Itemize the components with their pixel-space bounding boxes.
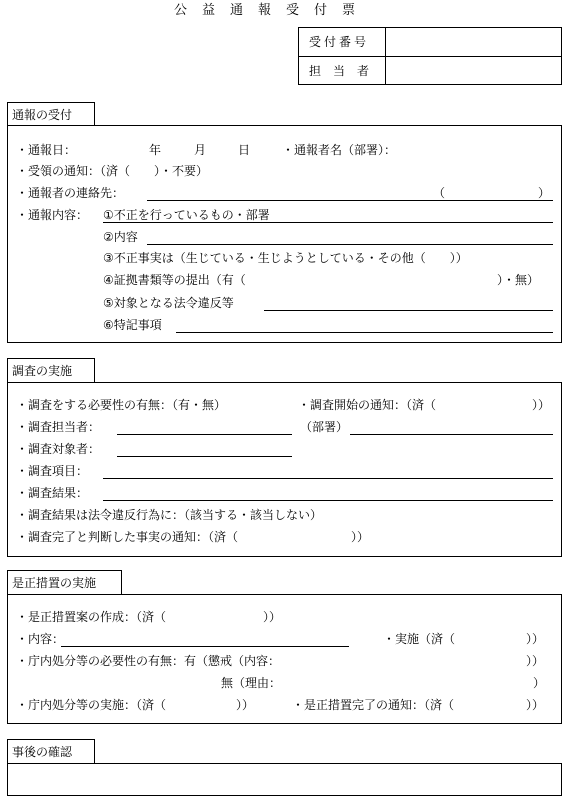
investigation-items-label: ・調査項目：: [16, 464, 89, 478]
contact-paren-close: ）: [538, 186, 551, 200]
report-item-1: ①不正を行っているもの・部署: [103, 208, 270, 222]
investigation-results-line[interactable]: [103, 500, 553, 501]
report-date-year: 年: [149, 143, 162, 157]
report-item-5: ⑤対象となる法令違反等: [103, 296, 234, 310]
reception-person-field[interactable]: [387, 57, 561, 84]
report-item-1-line[interactable]: [103, 222, 553, 223]
contact-field-line[interactable]: [147, 200, 553, 201]
report-item-6-line[interactable]: [176, 332, 553, 333]
report-date-month: 月: [194, 143, 207, 157]
report-item-4-close: ）・無）: [497, 273, 540, 287]
receipt-notice: ・受領の通知：（済（ ）・不要）: [16, 164, 209, 178]
investigation-necessity: ・調査をする必要性の有無：（有・無）: [16, 398, 227, 412]
reception-person-label: 担 当 者: [309, 64, 370, 78]
report-item-4-open: ④証拠書類等の提出（有（: [103, 273, 246, 287]
correction-implement-close: ））: [526, 632, 545, 646]
report-item-5-line[interactable]: [264, 310, 553, 311]
investigation-subject-label: ・調査対象者：: [16, 442, 101, 456]
disposition-implementation-close: ））: [236, 698, 255, 712]
investigation-start-notice: ・調査開始の通知：（済（: [298, 398, 437, 412]
correction-plan: ・是正措置案の作成：（済（: [16, 610, 167, 624]
report-item-6: ⑥特記事項: [103, 318, 162, 332]
correction-content-line[interactable]: [61, 646, 349, 647]
investigation-violation: ・調査結果は法令違反行為に：（該当する・該当しない）: [16, 508, 323, 522]
investigation-completion-notice: ・調査完了と判断した事実の通知：（済（: [16, 530, 239, 544]
report-item-3: ③不正事実は（生じている・生じようとしている・その他（ ））: [103, 251, 468, 265]
reception-number-field[interactable]: [387, 28, 561, 55]
correction-content-label: ・内容：: [16, 632, 65, 646]
investigation-start-notice-close: ））: [532, 398, 551, 412]
section-heading-reception-text: 通報の受付: [12, 108, 73, 122]
section-heading-correction-text: 是正措置の実施: [12, 576, 97, 590]
contact-label: ・通報者の連絡先：: [16, 186, 125, 200]
section-box-followup[interactable]: [7, 763, 562, 796]
disposition-none-reason-close: ）: [533, 676, 546, 690]
investigator-dept-line[interactable]: [350, 434, 553, 435]
investigation-subject-line[interactable]: [117, 456, 292, 457]
investigator-field-line[interactable]: [117, 434, 292, 435]
reporter-name-label: ・通報者名（部署）：: [282, 143, 397, 157]
disposition-none-reason: 無（理由：: [221, 676, 282, 690]
correction-completion-close: ））: [526, 698, 545, 712]
reception-table-column-divider: [385, 27, 386, 85]
correction-completion-notice: ・是正措置完了の通知：（済（: [292, 698, 455, 712]
investigation-results-label: ・調査結果：: [16, 486, 89, 500]
report-date-label: ・通報日：: [16, 143, 77, 157]
correction-plan-close: ））: [263, 610, 282, 624]
investigation-items-line[interactable]: [103, 478, 553, 479]
contact-paren-open: （: [433, 186, 446, 200]
disposition-need-close: ））: [526, 654, 545, 668]
investigator-label: ・調査担当者：: [16, 420, 101, 434]
disposition-implementation: ・庁内処分等の実施：（済（: [16, 698, 167, 712]
report-item-2: ②内容: [103, 230, 138, 244]
investigation-completion-close: ））: [351, 530, 370, 544]
page-title: 公 益 通 報 受 付 票: [174, 3, 357, 18]
report-item-2-line[interactable]: [147, 244, 553, 245]
section-heading-investigation-text: 調査の実施: [12, 364, 73, 378]
report-date-day: 日: [238, 143, 251, 157]
disposition-need: ・庁内処分等の必要性の有無：有（懲戒（内容：: [16, 654, 281, 668]
section-heading-followup-text: 事後の確認: [12, 745, 73, 759]
report-content-label: ・通報内容：: [16, 208, 89, 222]
reception-number-label: 受付番号: [309, 35, 370, 49]
correction-implement: ・実施（済（: [383, 632, 456, 646]
investigator-dept-label: （部署）: [300, 420, 349, 434]
